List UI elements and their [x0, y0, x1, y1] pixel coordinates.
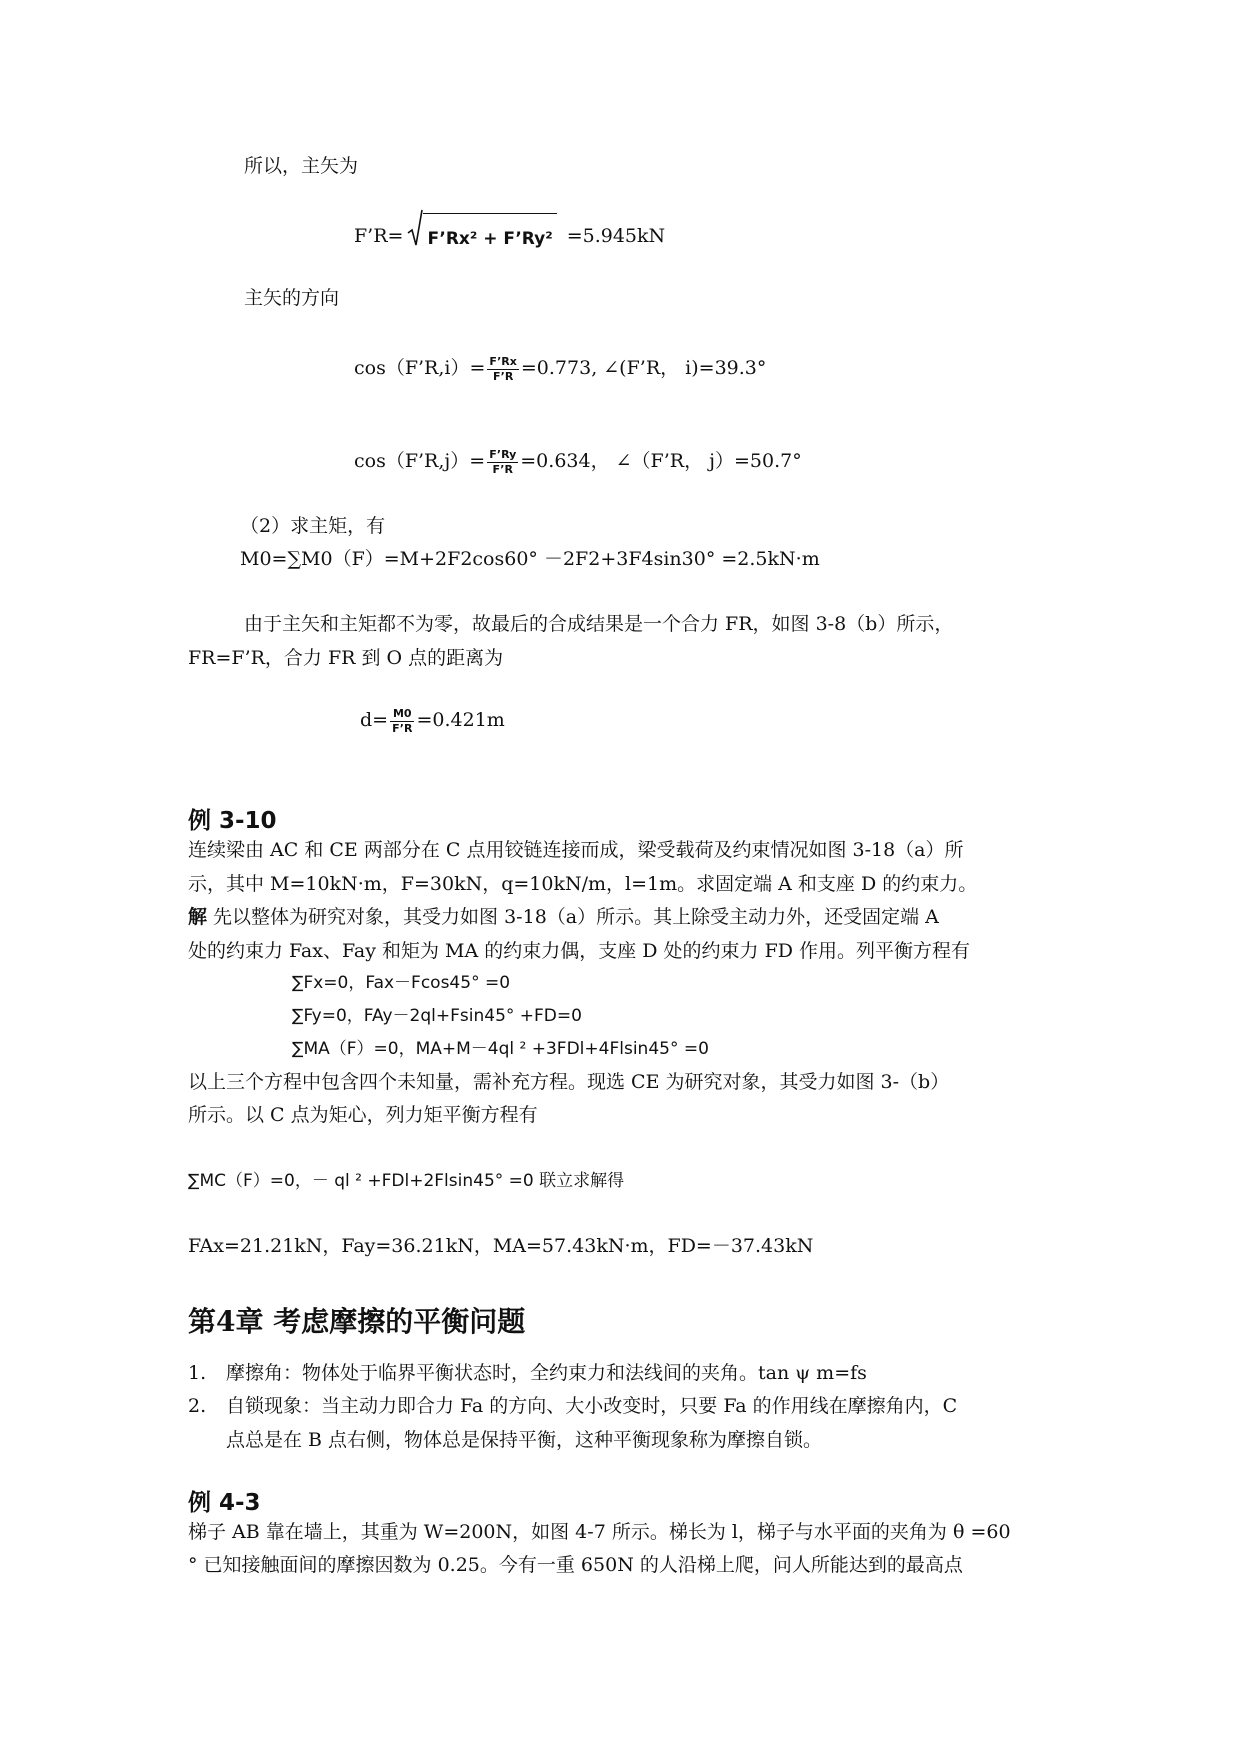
solution-label: 解	[188, 906, 208, 928]
ex310-line-1: 连续梁由 AC 和 CE 两部分在 C 点用铰链连接而成，梁受载荷及约束情况如图 3-18（a）所	[188, 839, 964, 861]
distance-denominator: F’R	[392, 721, 413, 735]
list-item-continuation: 点总是在 B 点右侧，物体总是保持平衡，这种平衡现象称为摩擦自锁。	[226, 1429, 823, 1451]
equilibrium-eq-2: ∑Fy=0，FAy－2ql+Fsin45° +FD=0	[292, 1006, 582, 1026]
list-item	[188, 1394, 1068, 1418]
example-4-3-title: 例 4-3	[188, 1490, 261, 1516]
result-line-1: 由于主矢和主矩都不为零，故最后的合成结果是一个合力 FR，如图 3-8（b）所示，	[244, 613, 954, 635]
ex310-line-3	[188, 905, 939, 929]
cos-i-fraction	[487, 356, 518, 383]
distance-numerator: M0	[390, 708, 414, 722]
moment-eq-c: ∑MC（F）=0，－ ql ² +FDl+2Flsin45° =0 联立求解得	[188, 1171, 625, 1191]
resultant-value: =5.945kN	[560, 225, 666, 247]
cos-j-prefix: cos（F’R,j）=	[354, 450, 486, 472]
step2-text: （2）求主矩，有	[240, 515, 386, 537]
cos-i-prefix: cos（F’R,i）=	[354, 357, 486, 379]
ex310-answer: FAx=21.21kN，Fay=36.21kN，MA=57.43kN·m，FD=－37.43kN	[188, 1235, 814, 1257]
ex43-line-1: 梯子 AB 靠在墙上，其重为 W=200N，如图 4-7 所示。梯长为 l，梯子与水平面的夹角为 θ =60	[188, 1521, 1011, 1543]
chapter-4-title: 第4章 考虑摩擦的平衡问题	[188, 1305, 526, 1338]
cos-i-denominator: F’R	[492, 369, 514, 383]
distance-formula	[360, 702, 505, 738]
cos-j-formula	[354, 443, 802, 479]
cos-j-numerator: F’Ry	[489, 447, 517, 461]
equilibrium-eq-1: ∑Fx=0，Fax－Fcos45° =0	[292, 973, 511, 993]
list-item-number: 1.	[188, 1362, 207, 1384]
cos-j-result: =0.634， ∠（F’R， j）=50.7°	[520, 450, 802, 472]
direction-label: 主矢的方向	[244, 287, 340, 309]
example-3-10-title: 例 3-10	[188, 808, 277, 834]
list-item-text: 自锁现象：当主动力即合力 Fa 的方向、大小改变时，只要 Fa 的作用线在摩擦角内，C	[226, 1395, 958, 1417]
cos-j-denominator: F’R	[492, 462, 513, 476]
list-item-number: 2.	[188, 1395, 207, 1417]
cos-i-formula	[354, 350, 766, 386]
moment-equation: M0=∑M0（F）=M+2F2cos60° －2F2+3F4sin30° =2.5kN·m	[240, 548, 820, 570]
radical-sign-icon	[407, 209, 423, 247]
ex310-line-6: 所示。以 C 点为矩心，列力矩平衡方程有	[188, 1104, 538, 1126]
sqrt-expression	[407, 213, 556, 261]
cos-i-numerator: F’Rx	[489, 354, 517, 368]
cos-i-result: =0.773, ∠(F’R， i)=39.3°	[520, 357, 767, 379]
ex43-line-2: ° 已知接触面间的摩擦因数为 0.25。今有一重 650N 的人沿梯上爬，问人所能达到的最高点	[188, 1554, 963, 1576]
distance-fraction	[390, 708, 414, 735]
list-item-text: 摩擦角：物体处于临界平衡状态时，全约束力和法线间的夹角。tan ψ m=fs	[226, 1362, 867, 1384]
solution-text: 先以整体为研究对象，其受力如图 3-18（a）所示。其上除受主动力外，还受固定端 A	[207, 906, 939, 928]
sqrt-radicand: F’Rx² + F’Ry²	[423, 213, 556, 261]
ex310-line-2: 示，其中 M=10kN·m，F=30kN，q=10kN/m，l=1m。求固定端 A 和支座 D 的约束力。	[188, 873, 978, 895]
ex310-line-4: 处的约束力 Fax、Fay 和矩为 MA 的约束力偶，支座 D 处的约束力 FD 作用。列平衡方程有	[188, 940, 971, 962]
cos-j-fraction	[487, 449, 518, 476]
resultant-formula	[354, 213, 665, 257]
list-item	[188, 1361, 1068, 1385]
ex310-line-5: 以上三个方程中包含四个未知量，需补充方程。现选 CE 为研究对象，其受力如图 3-（b）	[188, 1071, 950, 1093]
distance-result: =0.421m	[416, 709, 505, 731]
distance-prefix: d=	[360, 709, 389, 731]
intro-text: 所以，主矢为	[244, 155, 359, 177]
result-line-2: FR=F’R，合力 FR 到 O 点的距离为	[188, 647, 504, 669]
equilibrium-eq-3: ∑MA（F）=0，MA+M－4ql ² +3FDl+4Flsin45° =0	[292, 1039, 709, 1059]
resultant-label: F’R=	[354, 225, 404, 247]
